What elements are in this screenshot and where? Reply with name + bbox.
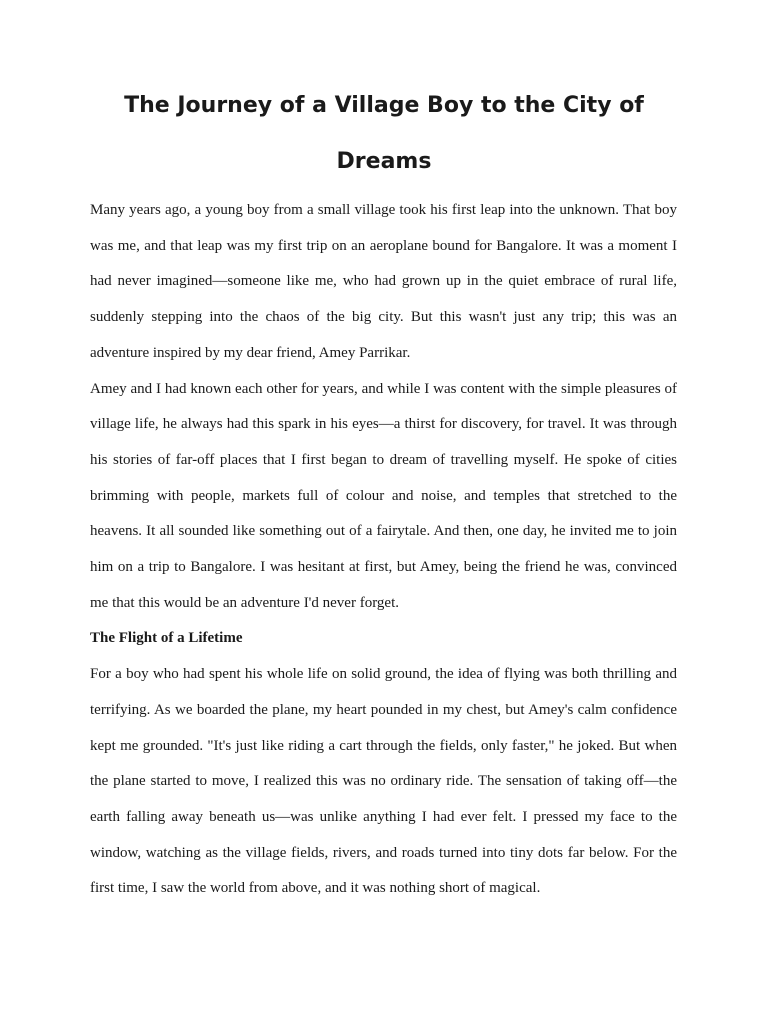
document-title: The Journey of a Village Boy to the City of Dreams bbox=[124, 93, 644, 174]
paragraph-1: Many years ago, a young boy from a small village took his first leap into the unknown. That boy was me, and that leap was my first trip on an aeroplane bound for Bangalore. It was a moment I had never imagined—someone like me, who had grown up in the quiet embrace of rural life, suddenly stepping into the chaos of the big city. But this wasn't just any trip; this was an adventure inspired by my dear friend, Amey Parrikar. bbox=[90, 202, 677, 361]
section-heading: The Flight of a Lifetime bbox=[90, 630, 243, 647]
document-body bbox=[90, 193, 677, 907]
paragraph-3: For a boy who had spent his whole life on solid ground, the idea of flying was both thrilling and terrifying. As we boarded the plane, my heart pounded in my chest, but Amey's calm confidence kept me grounded. "It's just like riding a cart through the fields, only faster," he joked. But when the plane started to move, I realized this was no ordinary ride. The sensation of taking off—the earth falling away beneath us—was unlike anything I had ever felt. I pressed my face to the window, watching as the village fields, rivers, and roads turned into tiny dots far below. For the first time, I saw the world from above, and it was nothing short of magical. bbox=[90, 666, 677, 897]
paragraph-2: Amey and I had known each other for years, and while I was content with the simple pleasures of village life, he always had this spark in his eyes—a thirst for discovery, for travel. It was through his stories of far-off places that I first began to dream of travelling myself. He spoke of cities brimming with people, markets full of colour and noise, and temples that stretched to the heavens. It all sounded like something out of a fairytale. And then, one day, he invited me to join him on a trip to Bangalore. I was hesitant at first, but Amey, being the friend he was, convinced me that this would be an adventure I'd never forget. bbox=[90, 380, 677, 611]
